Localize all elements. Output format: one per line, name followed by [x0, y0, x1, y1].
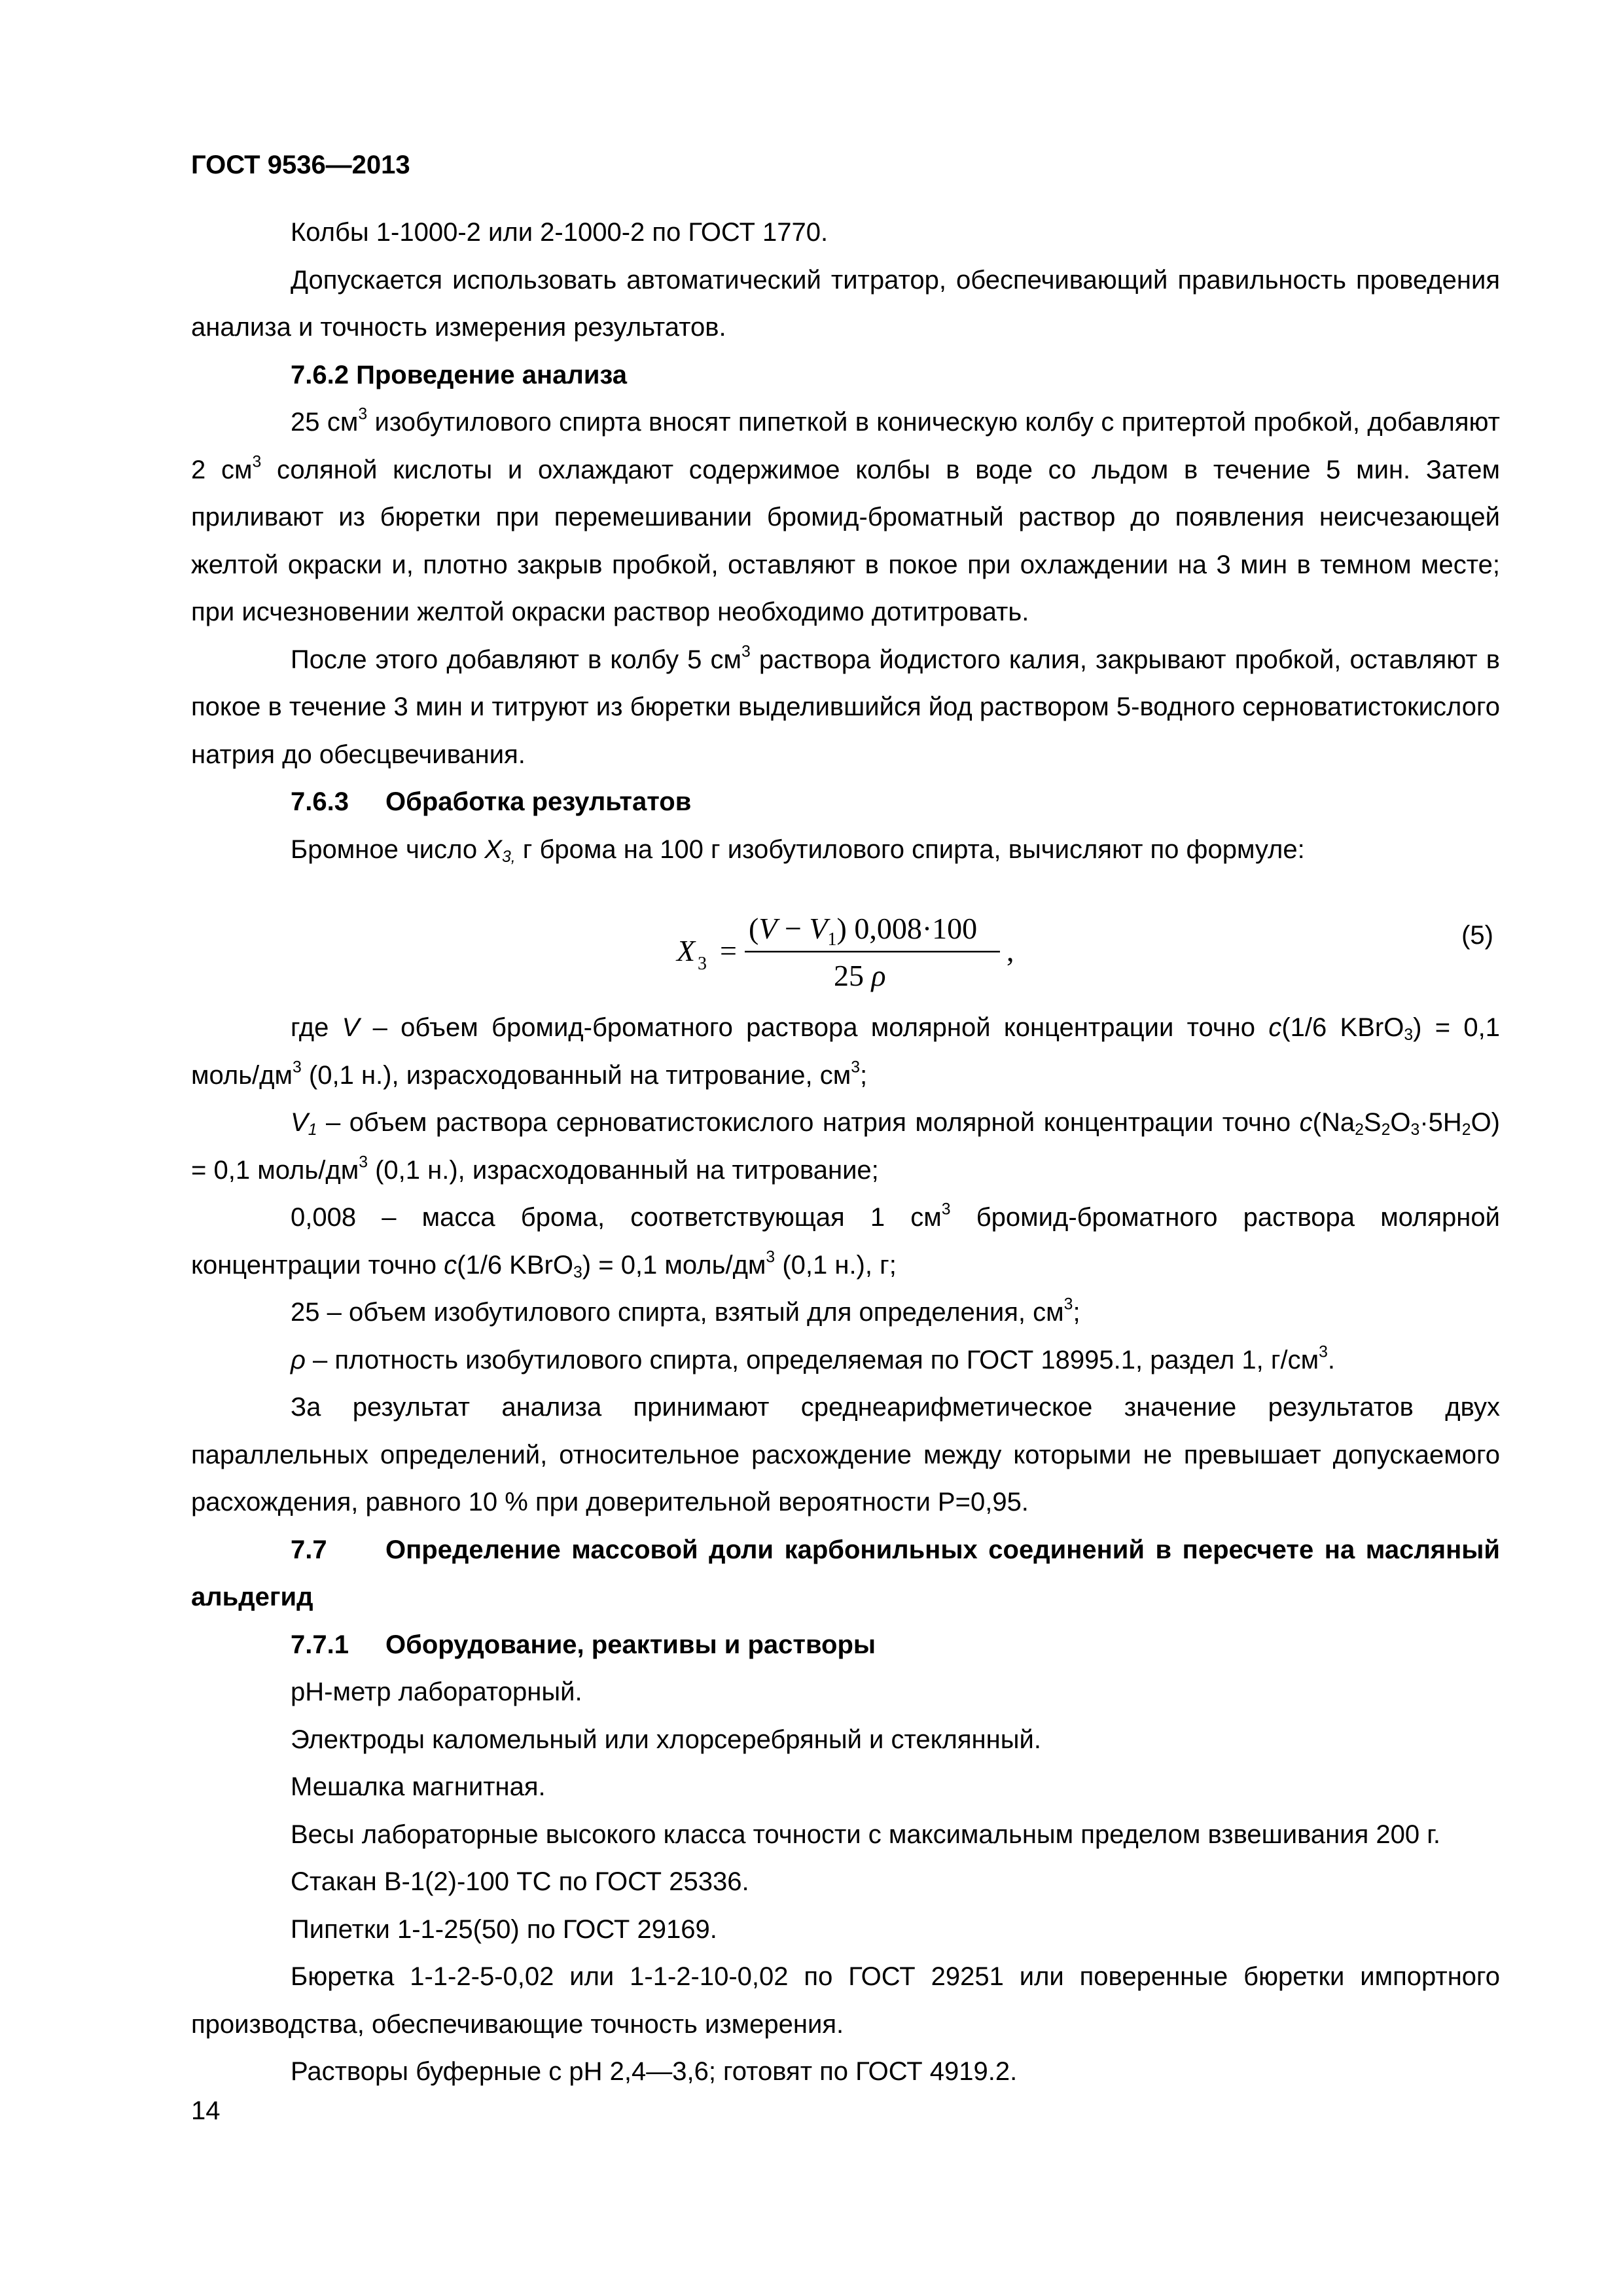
paragraph-analysis-procedure: 25 $см^3$ изобутилового спирта вносят пипеткой в коническую колбу с притертой пробкой, добавляют 2 $см^3$ соляной кислоты и охлаждают содержимое колбы в воде со льдом в течение 5 мин. Затем приливают из бюретки при перемешивании бромид-броматный раствор до появления неисчезающей желтой окраски и, плотно закрыв пробкой, оставляют в покое при охлаждении на 3 мин в темном месте; при исчезновении желтой окраски раствор необходимо дотитровать. [191, 405, 1501, 626]
definition-25: 25 – объем изобутилового спирта, взятый для определения, $см^3$; [291, 1295, 1080, 1327]
paragraph-iodide-addition: После этого добавляют в колбу 5 $см^3$ раствора йодистого калия, закрывают пробкой, оставляют в покое в течение 3 мин и титруют из бюретки выделившийся йод раствором 5-водного серноватистокислого натрия до обесцвечивания. [191, 643, 1500, 769]
definition-rho: ρ – плотность изобутилового спирта, определяемая по ГОСТ 18995.1, раздел 1, $г/см^3$. [291, 1343, 1336, 1374]
formula-5 [191, 887, 1500, 998]
paragraph-titrator: Допускается использовать автоматический титратор, обеспечивающий правильность проведения анализа и точность измерения результатов. [191, 265, 1500, 342]
formula-denominator: 25 ρ [834, 959, 886, 992]
document-header: ГОСТ 9536—2013 [191, 151, 410, 179]
section-heading-7-6-2: 7.6.2 Проведение анализа [291, 360, 628, 389]
formula-graphic [191, 887, 1304, 998]
formula-lhs: X [677, 934, 696, 967]
list-item: Электроды каломельный или хлорсеребряный и стеклянный. [291, 1725, 1041, 1754]
list-item: Бюретка 1-1-2-5-0,02 или 1-1-2-10-0,02 по ГОСТ 29251 или поверенные бюретки импортного производства, обеспечивающие точность измерения. [191, 1962, 1500, 2039]
formula-lhs-subscript: 3 [698, 954, 707, 974]
definition-V: где V – объем бромид-броматного раствора молярной концентрации точно c(1/6 KBrO$_3$) = 0,1 моль/$дм^3$ (0,1 н.), израсходованный на титрование, $см^3$; [191, 1013, 1500, 1090]
paragraph-result: За результат анализа принимают среднеарифметическое значение результатов двух параллельных определений, относительное расхождение между которыми не превышает допускаемого расхождения, равного 10 % при доверительной вероятности P=0,95. [191, 1393, 1500, 1516]
formula-equals: = [720, 934, 737, 967]
paragraph-flasks: Колбы 1-1000-2 или 2-1000-2 по ГОСТ 1770. [291, 218, 829, 247]
section-heading-7-7-1: 7.7.1 Оборудование, реактивы и растворы [291, 1630, 876, 1659]
page-number: 14 [191, 2096, 221, 2125]
formula-number: (5) [1461, 921, 1493, 950]
list-item: Растворы буферные с pH 2,4—3,6; готовят по ГОСТ 4919.2. [291, 2057, 1018, 2086]
list-item: Стакан В-1(2)-100 ТС по ГОСТ 25336. [291, 1867, 749, 1896]
formula-comma: , [1007, 934, 1014, 967]
definition-0-008: 0,008 – масса брома, соответствующая 1 $см^3$ бромид-броматного раствора молярной концентрации точно c(1/6 KBrO$_3$) = 0,1 моль/$дм^3$ (0,1 н.), г; [191, 1200, 1500, 1282]
section-heading-7-7: 7.7 Определение массовой доли карбонильных соединений в пересчете на масляный альдегид [191, 1535, 1500, 1611]
list-item: Весы лабораторные высокого класса точности с максимальным пределом взвешивания 200 г. [291, 1820, 1441, 1849]
list-item: Пипетки 1-1-25(50) по ГОСТ 29169. [291, 1914, 717, 1944]
paragraph-bromine-number-intro: Бромное число $X_{3,}$ г брома на 100 г изобутилового спирта, вычисляют по формуле: [291, 834, 1305, 866]
section-heading-7-6-3: 7.6.3 Обработка результатов [291, 787, 692, 816]
formula-numerator: $(V - V_1)$ 0,008·100 [749, 912, 978, 950]
list-item: Мешалка магнитная. [291, 1772, 546, 1801]
text-block-bottom [191, 1004, 1500, 2096]
text-block-top [191, 209, 1500, 873]
list-item: pH-метр лабораторный. [291, 1677, 582, 1706]
definition-V1: $V_1$ – объем раствора серноватистокислого натрия молярной концентрации точно $c(Na_2S_2O_3\cdot 5H_2O) = 0,1$ моль/$дм^3$ (0,1 н.), израсходованный на титрование; [191, 1108, 1500, 1185]
